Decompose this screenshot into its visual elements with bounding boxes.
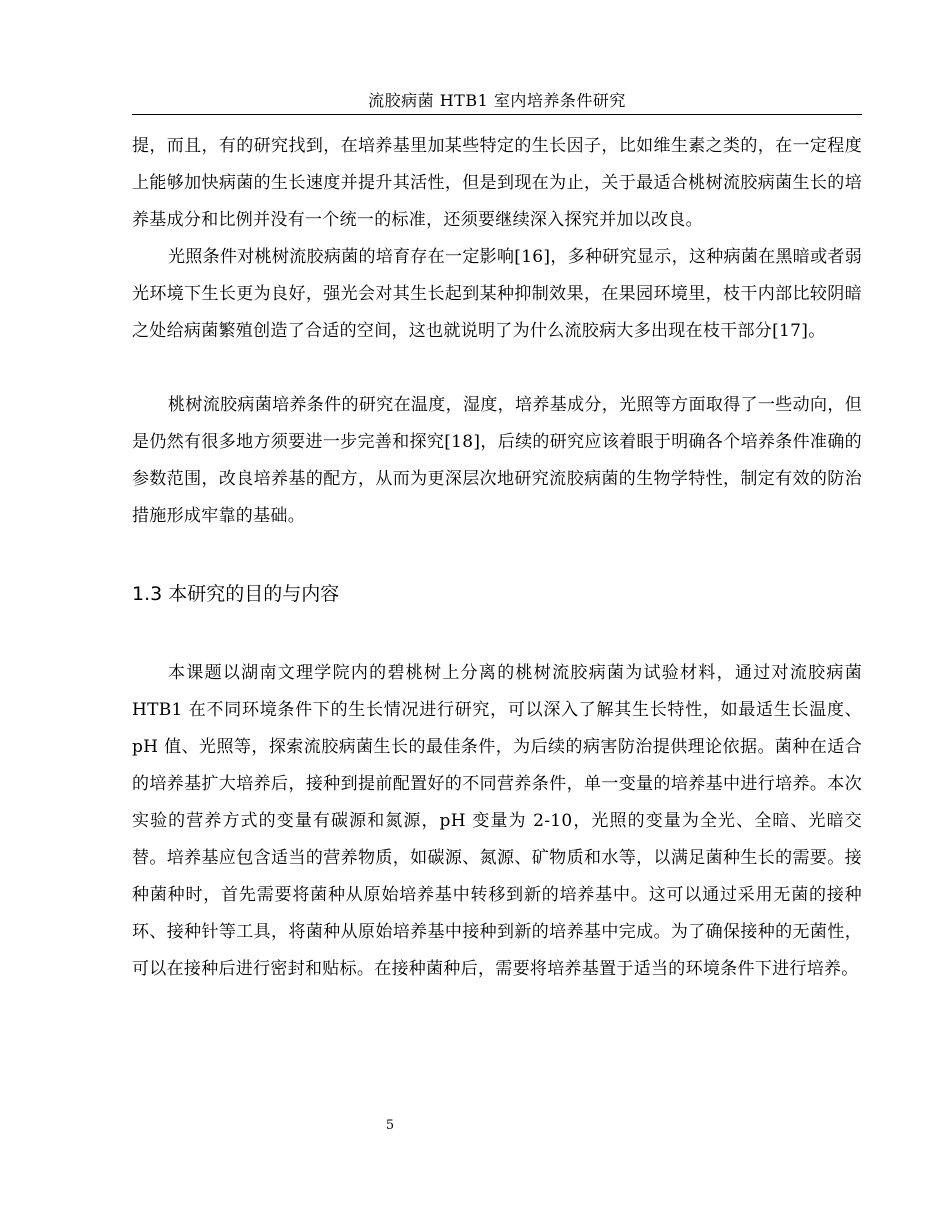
body-paragraph-1: 提，而且，有的研究找到，在培养基里加某些特定的生长因子，比如维生素之类的，在一定程度上能够加快病菌的生长速度并提升其活性，但是到现在为止，关于最适合桃树流胶病菌生长的培养基成分和比例并没有一个统一的标准，还须要继续深入探究并加以改良。 [132, 136, 862, 230]
body-paragraph-3: 桃树流胶病菌培养条件的研究在温度，湿度，培养基成分，光照等方面取得了一些动向，但是仍然有很多地方须要进一步完善和探究[18]，后续的研究应该着眼于明确各个培养条件准确的参数范围，改良培养基的配方，从而为更深层次地研究流胶病菌的生物学特性，制定有效的防治措施形成牢靠的基础。 [132, 395, 862, 526]
section-heading: 1.3 本研究的目的与内容 [132, 583, 340, 605]
section-paragraph: 本课题以湖南文理学院内的碧桃树上分离的桃树流胶病菌为试验材料，通过对流胶病菌 HTB1 在不同环境条件下的生长情况进行研究，可以深入了解其生长特性，如最适生长温度、pH 值、光照等，探索流胶病菌生长的最佳条件，为后续的病害防治提供理论依据。菌种在适合的培养基扩大培养后，接种到提前配置好的不同营养条件，单一变量的培养基中进行培养。本次实验的营养方式的变量有碳源和氮源，pH 变量为 2-10，光照的变量为全光、全暗、光暗交替。培养基应包含适当的营养物质，如碳源、氮源、矿物质和水等，以满足菌种生长的需要。接种菌种时，首先需要将菌种从原始培养基中转移到新的培养基中。这可以通过采用无菌的接种环、接种针等工具，将菌种从原始培养基中接种到新的培养基中完成。为了确保接种的无菌性，可以在接种后进行密封和贴标。在接种菌种后，需要将培养基置于适当的环境条件下进行培养。 [132, 663, 862, 979]
page-number: 5 [385, 1118, 395, 1133]
header-divider [132, 114, 862, 115]
body-paragraph-2: 光照条件对桃树流胶病菌的培育存在一定影响[16]，多种研究显示，这种病菌在黑暗或者弱光环境下生长更为良好，强光会对其生长起到某种抑制效果，在果园环境里，枝干内部比较阴暗之处给病菌繁殖创造了合适的空间，这也就说明了为什么流胶病大多出现在枝干部分[17]。 [132, 247, 862, 341]
running-header-title: 流胶病菌 HTB1 室内培养条件研究 [368, 91, 626, 110]
